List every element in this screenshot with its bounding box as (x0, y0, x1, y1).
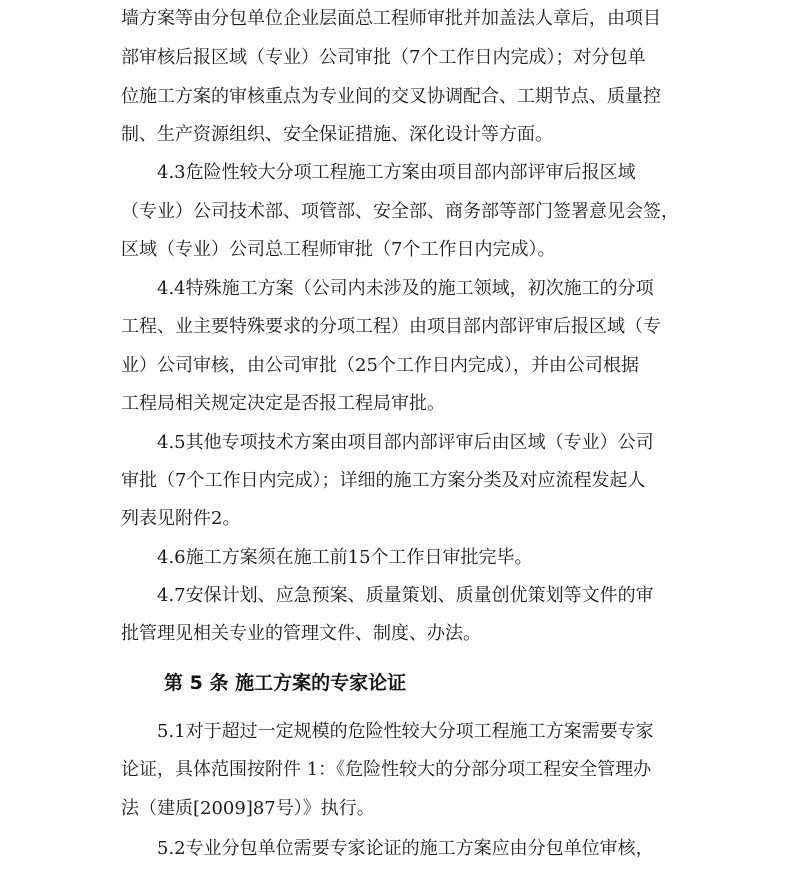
text-line: 位施工方案的审核重点为专业间的交叉协调配合、工期节点、质量控 (121, 86, 661, 107)
clause-4-6-line: 4.6施工方案须在施工前15个工作日审批完毕。 (157, 547, 533, 568)
text-line: 部审核后报区域（专业）公司审批（7个工作日内完成）；对分包单 (121, 47, 646, 68)
clause-4-4-line: 4.4特殊施工方案（公司内未涉及的施工领域，初次施工的分项 (157, 278, 654, 299)
text-line: 批管理见相关专业的管理文件、制度、办法。 (121, 623, 481, 644)
text-line: 工程、业主要特殊要求的分项工程）由项目部内部评审后报区域（专 (121, 316, 661, 337)
text-line: 法（建质[2009]87号）》执行。 (121, 798, 375, 819)
text-line: 论证，具体范围按附件 1：《危险性较大的分部分项工程安全管理办 (121, 759, 652, 780)
text-line: （专业）公司技术部、项管部、安全部、商务部等部门签署意见会签， (121, 201, 679, 222)
text-line: 区域（专业）公司总工程师审批（7个工作日内完成）。 (121, 239, 556, 260)
clause-5-1-line: 5.1对于超过一定规模的危险性较大分项工程施工方案需要专家 (157, 721, 654, 742)
text-line: 列表见附件2。 (121, 508, 241, 529)
text-line: 墙方案等由分包单位企业层面总工程师审批并加盖法人章后，由项目 (121, 8, 661, 29)
clause-4-7-line: 4.7安保计划、应急预案、质量策划、质量创优策划等文件的审 (157, 585, 654, 606)
clause-4-5-line: 4.5其他专项技术方案由项目部内部评审后由区域（专业）公司 (157, 432, 654, 453)
clause-4-3-line: 4.3危险性较大分项工程施工方案由项目部内部评审后报区域 (157, 162, 636, 183)
section-5-heading: 第 5 条 施工方案的专家论证 (164, 672, 407, 694)
text-line: 审批（7个工作日内完成）；详细的施工方案分类及对应流程发起人 (121, 470, 646, 491)
clause-5-2-line: 5.2专业分包单位需要专家论证的施工方案应由分包单位审核， (157, 838, 654, 859)
text-line: 工程局相关规定决定是否报工程局审批。 (121, 393, 445, 414)
text-line: 制、生产资源组织、安全保证措施、深化设计等方面。 (121, 124, 553, 145)
text-line: 业）公司审核，由公司审批（25个工作日内完成），并由公司根据 (121, 355, 639, 376)
